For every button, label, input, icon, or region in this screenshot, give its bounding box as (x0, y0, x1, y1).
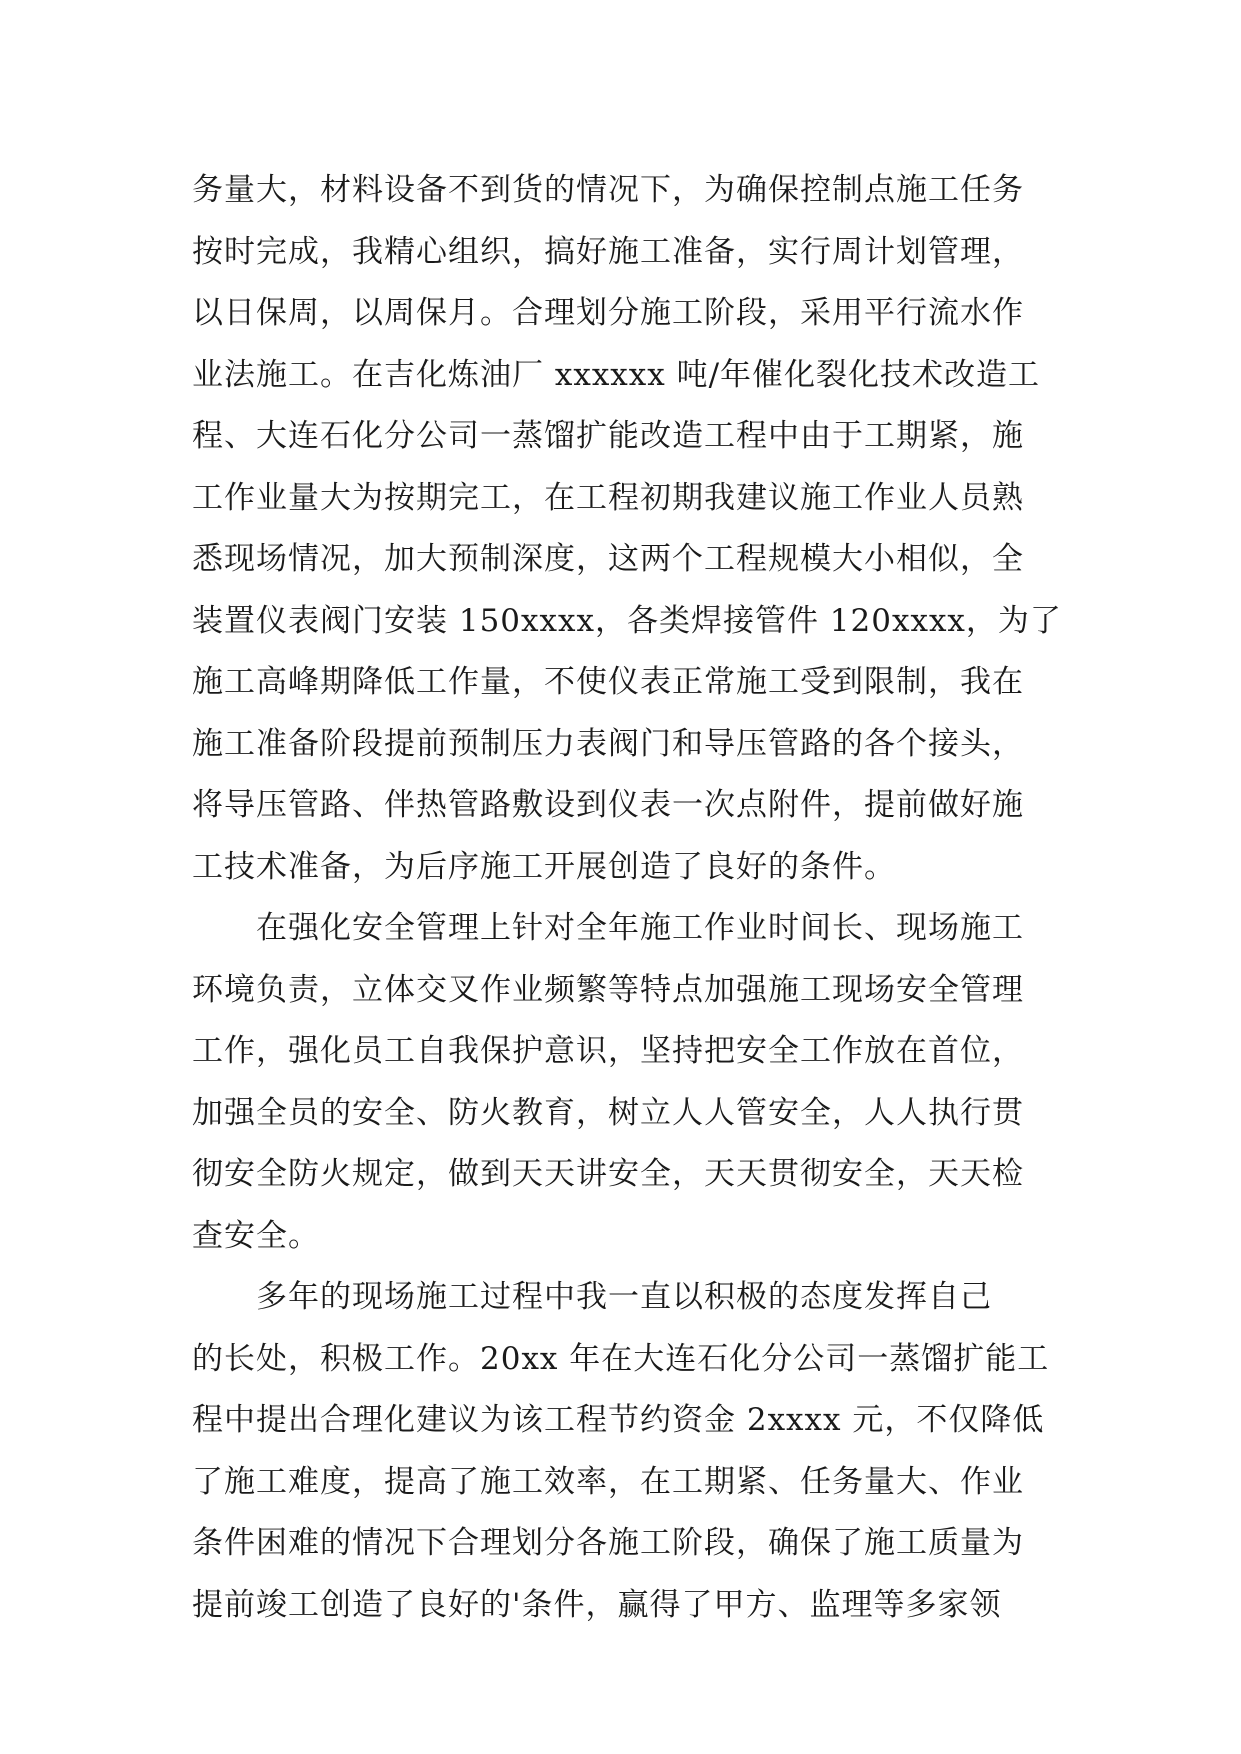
paragraph-2-line-2: 环境负责，立体交叉作业频繁等特点加强施工现场安全管理 (192, 971, 1024, 1008)
paragraph-1-line-10: 施工准备阶段提前预制压力表阀门和导压管路的各个接头， (192, 725, 1024, 762)
paragraph-3-line-2: 的长处，积极工作。20xx 年在大连石化分公司一蒸馏扩能工 (192, 1340, 1050, 1377)
paragraph-3-line-1: 多年的现场施工过程中我一直以积极的态度发挥自己 (256, 1279, 992, 1315)
paragraph-1-line-12: 工技术准备，为后序施工开展创造了良好的条件。 (192, 848, 896, 885)
paragraph-3-line-6: 提前竣工创造了良好的'条件，赢得了甲方、监理等多家领 (192, 1586, 1002, 1623)
paragraph-1-line-7: 悉现场情况，加大预制深度，这两个工程规模大小相似，全 (192, 541, 1024, 577)
paragraph-1-line-6: 工作业量大为按期完工，在工程初期我建议施工作业人员熟 (192, 479, 1024, 516)
document-body (192, 160, 1072, 1636)
paragraph-1-line-8: 装置仪表阀门安装 150xxxx，各类焊接管件 120xxxx，为了 (192, 602, 1062, 639)
paragraph-1-line-11: 将导压管路、伴热管路敷设到仪表一次点附件，提前做好施 (192, 787, 1024, 823)
paragraph-2-line-1: 在强化安全管理上针对全年施工作业时间长、现场施工 (256, 910, 1024, 946)
paragraph-2-line-5: 彻安全防火规定，做到天天讲安全，天天贯彻安全，天天检 (192, 1156, 1024, 1192)
paragraph-1-line-4: 业法施工。在吉化炼油厂 xxxxxx 吨/年催化裂化技术改造工 (192, 356, 1041, 393)
paragraph-2-line-6: 查安全。 (192, 1217, 320, 1254)
paragraph-2-line-4: 加强全员的安全、防火教育，树立人人管安全，人人执行贯 (192, 1094, 1024, 1131)
paragraph-3-line-5: 条件困难的情况下合理划分各施工阶段，确保了施工质量为 (192, 1525, 1024, 1561)
paragraph-1-line-3: 以日保周，以周保月。合理划分施工阶段，采用平行流水作 (192, 295, 1024, 331)
paragraph-1-line-1: 务量大，材料设备不到货的情况下，为确保控制点施工任务 (192, 172, 1024, 208)
paragraph-2-line-3: 工作，强化员工自我保护意识，坚持把安全工作放在首位， (192, 1033, 1024, 1069)
paragraph-3-line-3: 程中提出合理化建议为该工程节约资金 2xxxx 元，不仅降低 (192, 1402, 1045, 1438)
paragraph-1-line-9: 施工高峰期降低工作量，不使仪表正常施工受到限制，我在 (192, 664, 1024, 700)
paragraph-3-line-4: 了施工难度，提高了施工效率，在工期紧、任务量大、作业 (192, 1463, 1024, 1500)
paragraph-1-line-2: 按时完成，我精心组织，搞好施工准备，实行周计划管理， (192, 233, 1024, 270)
paragraph-1-line-5: 程、大连石化分公司一蒸馏扩能改造工程中由于工期紧，施 (192, 418, 1024, 454)
